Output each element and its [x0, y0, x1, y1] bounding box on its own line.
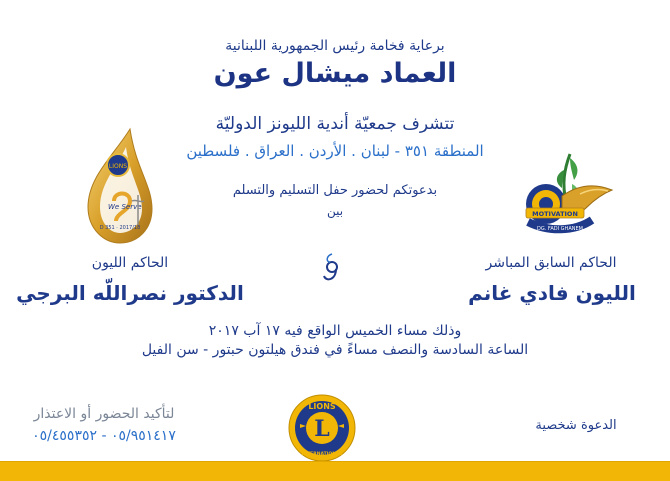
sponsor-line: برعاية فخامة رئيس الجمهورية اللبنانية	[225, 38, 445, 54]
lions-international-logo	[288, 394, 356, 462]
lions-logo-bottom-text: INTERNATIONAL	[301, 452, 343, 457]
lions-logo-top-text: LIONS	[308, 402, 336, 411]
right-logo-banner: MOTIVATION	[532, 210, 578, 218]
personal-invitation-note: الدعوة شخصية	[535, 418, 617, 433]
bottom-gold-bar	[0, 462, 670, 481]
rsvp-phones: ٠٥/٩٥١٤١٧ - ٠٥/٤٥٥٣٥٢	[32, 428, 176, 444]
region-line: المنطقة ٣٥١ - لبنان . الأردن . العراق . فلسطين	[186, 142, 484, 160]
right-party-name: الليون فادي غانم	[468, 281, 636, 305]
left-party-name: الدكتور نصراللّه البرجي	[16, 281, 244, 305]
rsvp-label: لتأكيد الحضور أو الاعتذار	[33, 406, 175, 422]
patron-name: العماد ميشال عون	[213, 58, 457, 89]
district-emblem-logo	[74, 125, 158, 247]
between-word: بين	[326, 204, 344, 218]
motivation-bird-logo	[518, 150, 618, 240]
and-ornament-icon	[318, 252, 344, 288]
invitation-line: بدعوتكم لحضور حفل التسليم والتسلم	[232, 183, 438, 198]
event-date-line: وذلك مساء الخميس الواقع فيه ١٧ آب ٢٠١٧	[208, 323, 462, 339]
left-logo-motto: We Serve	[108, 203, 142, 211]
left-logo-years: D 351 · 2017/18	[99, 225, 141, 231]
event-time-place-line: الساعة السادسة والنصف مساءً في فندق هيلتون حبتور - سن الفيل	[141, 342, 529, 358]
honor-line: تتشرف جمعيّة أندية الليونز الدوليّة	[215, 114, 455, 134]
left-logo-top-text: LIONS	[108, 163, 128, 170]
right-logo-name: DG. FADI GHANEM	[537, 226, 583, 232]
left-party-role: الحاكم الليون	[91, 255, 169, 271]
right-party-role: الحاكم السابق المباشر	[485, 255, 617, 271]
lions-logo-letter: L	[314, 416, 330, 442]
